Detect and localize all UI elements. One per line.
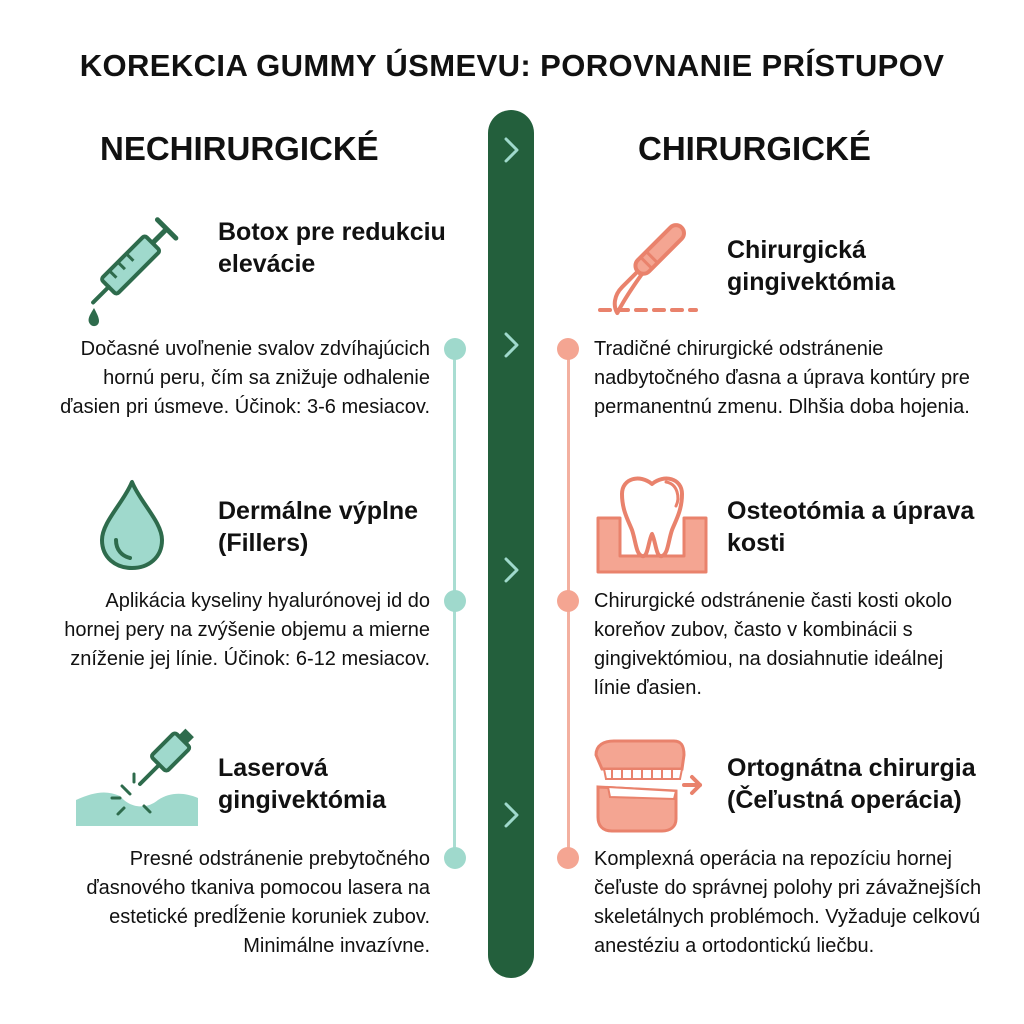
chevron-right-icon	[500, 555, 522, 585]
syringe-icon	[72, 205, 192, 330]
droplet-icon	[96, 478, 168, 572]
timeline-dot	[557, 847, 579, 869]
chevron-right-icon	[500, 330, 522, 360]
scalpel-icon	[592, 210, 702, 320]
timeline-spine	[488, 110, 534, 978]
orthognathic-title: Ortognátna chirurgia (Čeľustná operácia)	[727, 754, 976, 814]
nonsurgical-heading: NECHIRURGICKÉ	[100, 130, 379, 167]
orthognathic-description: Komplexná operácia na repozíciu hornej čeľuste do správnej polohy pri závažnejších skeletálnych problémoch. Vyžaduje celkovú anestéziu a ortodontickú liečbu.	[594, 848, 982, 957]
tooth-icon	[596, 472, 708, 576]
laser-gingivectomy-title: Laserová gingivektómia	[218, 754, 387, 814]
timeline-dot	[444, 338, 466, 360]
surgical-heading: CHIRURGICKÉ	[638, 130, 871, 167]
laser-gingivectomy-description: Presné odstránenie prebytočného ďasnového tkaniva pomocou lasera na estetické predĺženie koruniek zubov. Minimálne invazívne.	[86, 848, 430, 957]
timeline-dot	[444, 847, 466, 869]
laser-icon	[72, 722, 202, 832]
fillers-title: Dermálne výplne (Fillers)	[218, 497, 419, 557]
osteotomy-description: Chirurgické odstránenie časti kosti okolo koreňov zubov, často v kombinácii s gingivektómiou, na dosiahnutie ideálnej línie ďasien.	[594, 590, 952, 699]
chevron-right-icon	[500, 135, 522, 165]
timeline-dot	[557, 590, 579, 612]
timeline-dot	[557, 338, 579, 360]
fillers-description: Aplikácia kyseliny hyalurónovej id do hornej pery na zvýšenie objemu a mierne zníženie jej línie. Účinok: 6-12 mesiacov.	[64, 590, 430, 670]
botox-title: Botox pre redukciu elevácie	[218, 218, 446, 278]
surgical-gingivectomy-title: Chirurgická gingivektómia	[727, 236, 896, 296]
page-title: KOREKCIA GUMMY ÚSMEVU: POROVNANIE PRÍSTUPOV	[79, 48, 945, 83]
botox-description: Dočasné uvoľnenie svalov zdvíhajúcich hornú peru, čím sa znižuje odhalenie ďasien pri úsmeve. Účinok: 3-6 mesiacov.	[60, 338, 430, 418]
osteotomy-title: Osteotómia a úprava kosti	[727, 497, 975, 557]
jaw-icon	[592, 735, 704, 835]
surgical-gingivectomy-description: Tradičné chirurgické odstránenie nadbytočného ďasna a úprava kontúry pre permanentnú zmenu. Dlhšia doba hojenia.	[594, 338, 970, 418]
chevron-right-icon	[500, 800, 522, 830]
timeline-dot	[444, 590, 466, 612]
